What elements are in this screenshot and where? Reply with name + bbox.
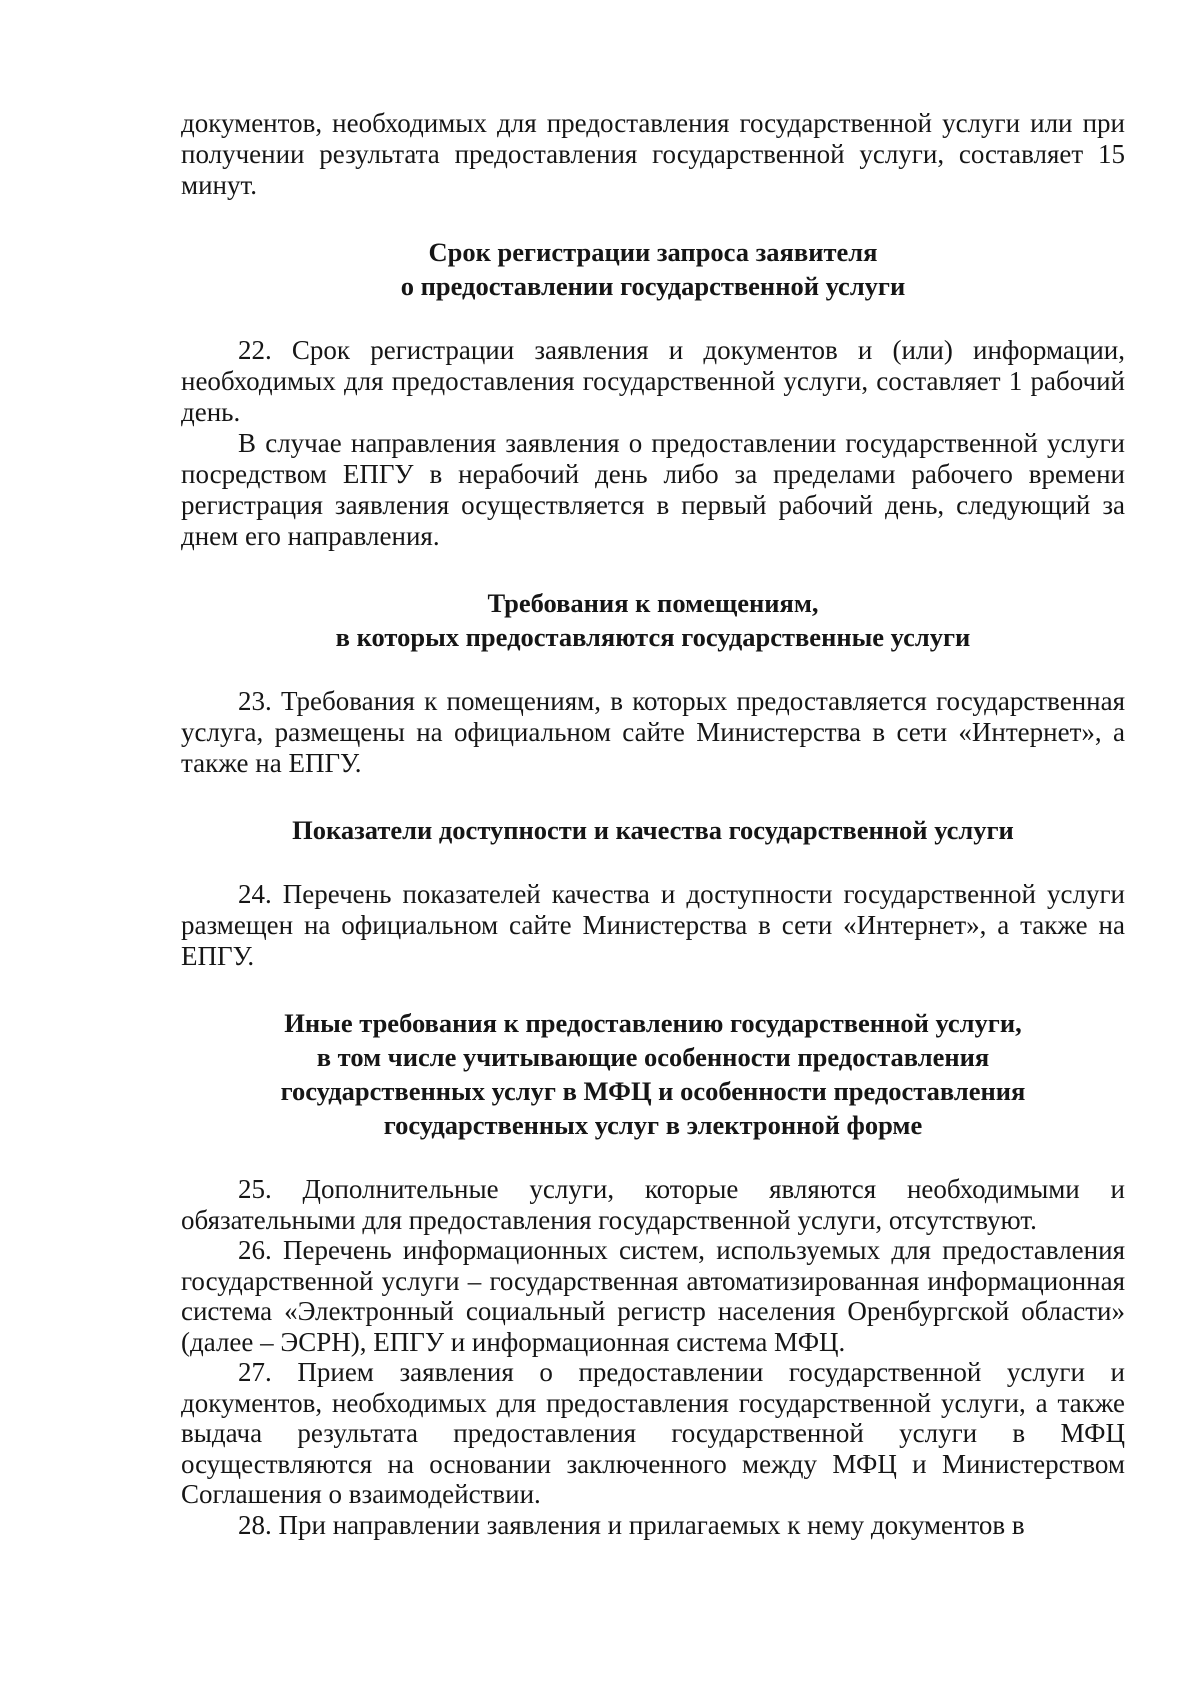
paragraph-24: 24. Перечень показателей качества и доступности государственной услуги размещен на официальном сайте Министерства в сети «Интернет», а также на ЕПГУ. bbox=[181, 879, 1125, 971]
paragraph-23: 23. Требования к помещениям, в которых предоставляется государственная услуга, размещены на официальном сайте Министерства в сети «Интернет», а также на ЕПГУ. bbox=[181, 686, 1125, 778]
section-heading-line: Срок регистрации запроса заявителя bbox=[428, 237, 878, 267]
section-registration-term bbox=[181, 235, 1125, 552]
section-heading-line: государственных услуг в МФЦ и особенности предоставления bbox=[280, 1076, 1026, 1106]
document-page bbox=[181, 108, 1125, 1540]
intro-paragraph: документов, необходимых для предоставления государственной услуги или при получении результата предоставления государственной услуги, составляет 15 минут. bbox=[181, 108, 1125, 200]
section-heading-line: Иные требования к предоставлению государственной услуги, bbox=[284, 1008, 1022, 1038]
section-heading-line: в том числе учитывающие особенности предоставления bbox=[316, 1042, 990, 1072]
paragraph-28: 28. При направлении заявления и прилагаемых к нему документов в bbox=[238, 1509, 1025, 1540]
paragraph-22-continued: В случае направления заявления о предоставлении государственной услуги посредством ЕПГУ в нерабочий день либо за пределами рабочего времени регистрация заявления осуществляется в первый рабочий день, следующий за днем его направления. bbox=[181, 428, 1125, 551]
paragraph-27: 27. Прием заявления о предоставлении государственной услуги и документов, необходимых для предоставления государственной услуги, а также выдача результата предоставления государственной услуги в МФЦ осуществляются на основании заключенного между МФЦ и Министерством Соглашения о взаимодействии. bbox=[181, 1357, 1125, 1509]
section-heading-line: в которых предоставляются государственные услуги bbox=[335, 622, 971, 652]
paragraph-22: 22. Срок регистрации заявления и документов и (или) информации, необходимых для предоставления государственной услуги, составляет 1 рабочий день. bbox=[181, 335, 1125, 427]
section-heading-line: Показатели доступности и качества государственной услуги bbox=[292, 815, 1014, 845]
section-premises-requirements bbox=[181, 586, 1125, 779]
paragraph-25: 25. Дополнительные услуги, которые являются необходимыми и обязательными для предоставления государственной услуги, отсутствуют. bbox=[181, 1174, 1125, 1235]
section-heading-line: о предоставлении государственной услуги bbox=[400, 271, 906, 301]
section-heading-line: государственных услуг в электронной форме bbox=[383, 1110, 923, 1140]
section-quality-indicators bbox=[181, 813, 1125, 972]
section-other-requirements bbox=[181, 1006, 1125, 1540]
section-heading-line: Требования к помещениям, bbox=[487, 588, 819, 618]
paragraph-26: 26. Перечень информационных систем, используемых для предоставления государственной услуги – государственная автоматизированная информационная система «Электронный социальный регистр населения Оренбургской области» (далее – ЭСРН), ЕПГУ и информационная система МФЦ. bbox=[181, 1235, 1125, 1357]
